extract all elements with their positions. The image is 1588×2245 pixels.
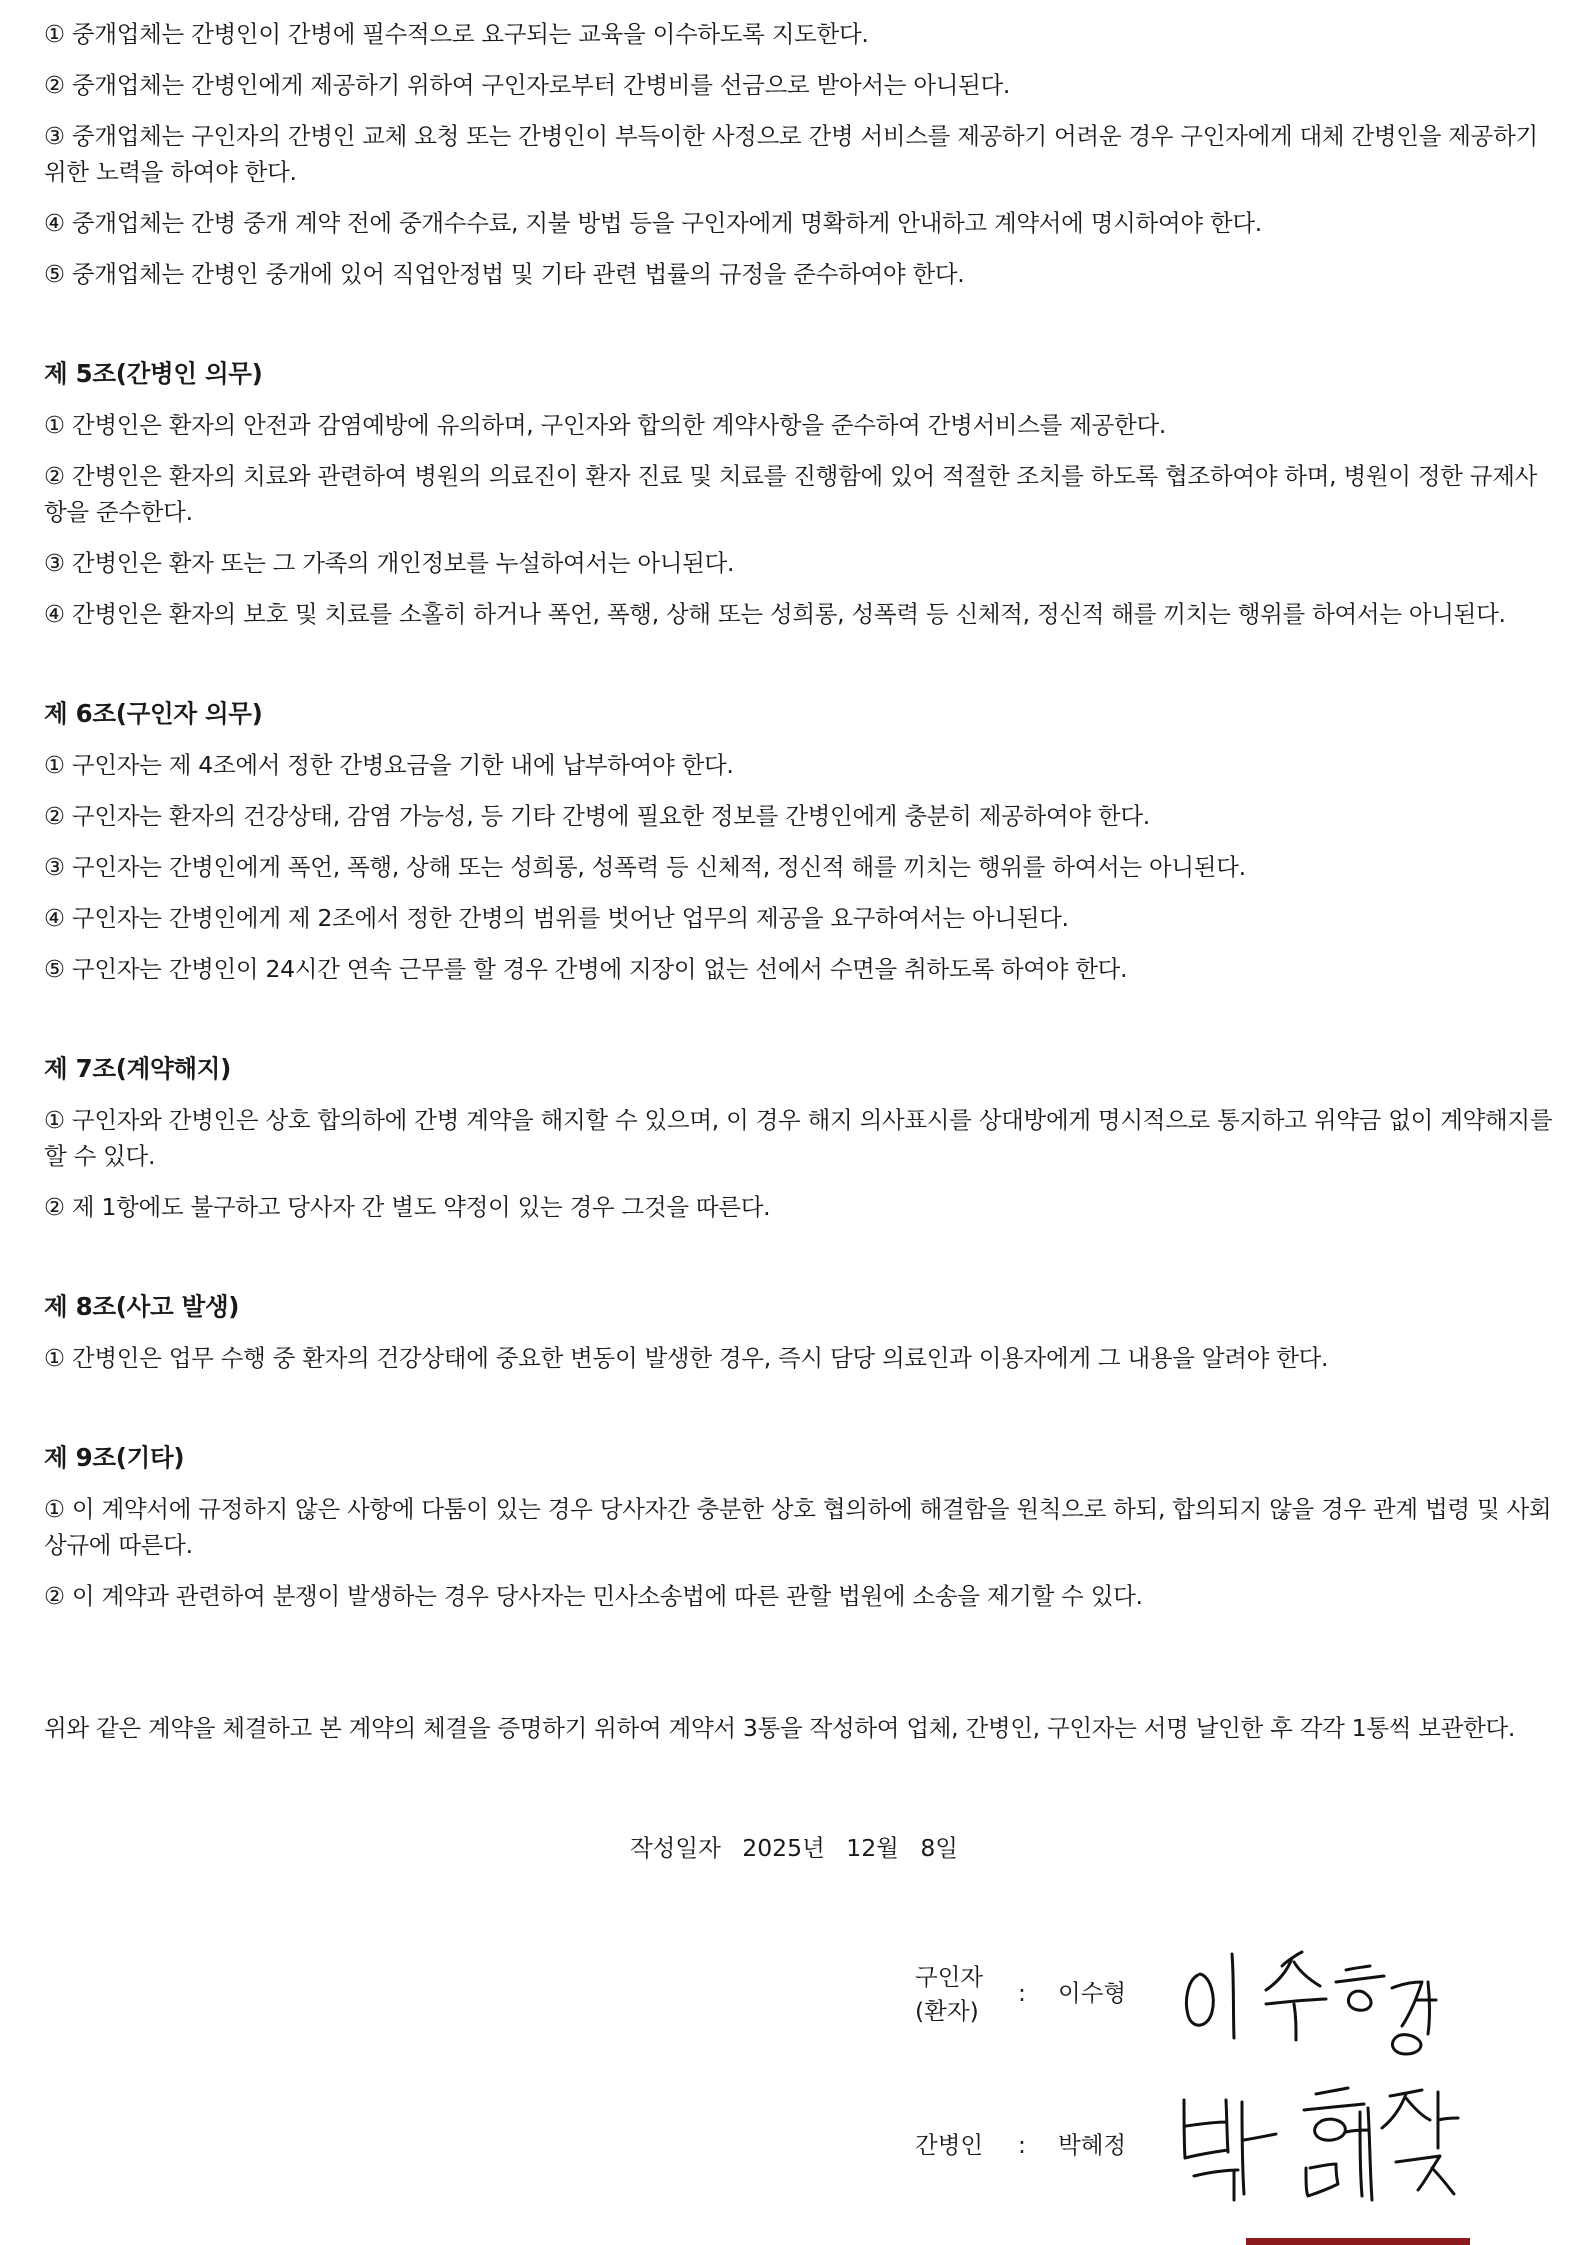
clause: ① 구인자는 제 4조에서 정한 간병요금을 기한 내에 납부하여야 한다.: [44, 751, 734, 779]
article-title: 제 6조(구인자 의무): [44, 699, 263, 728]
date-label: 작성일자: [629, 1834, 721, 1862]
article-title: 제 8조(사고 발생): [44, 1292, 240, 1321]
article-title: 제 5조(간병인 의무): [44, 359, 263, 388]
client-signature-row: [915, 1960, 1555, 2070]
closing-statement: 위와 같은 계약을 체결하고 본 계약의 체결을 증명하기 위하여 계약서 3통을 작성하여 업체, 간병인, 구인자는 서명 날인한 후 각각 1통씩 보관한다.: [44, 1714, 1516, 1742]
caregiver-role-label: 간병인: [915, 2131, 984, 2159]
clause: ① 이 계약서에 규정하지 않은 사항에 다툼이 있는 경우 당사자간 충분한 상호 협의하에 해결함을 원칙으로 하되, 합의되지 않을 경우 관계 법령 및 사회상규에 따른다.: [44, 1495, 1552, 1559]
clause: ⑤ 구인자는 간병인이 24시간 연속 근무를 할 경우 간병에 지장이 없는 선에서 수면을 취하도록 하여야 한다.: [44, 955, 1128, 983]
decorative-red-bar: [1246, 2238, 1470, 2245]
article-4-continuation: [44, 16, 1554, 292]
colon-separator: :: [1018, 2131, 1026, 2159]
date-month: 12월: [846, 1834, 899, 1862]
clause: ① 간병인은 환자의 안전과 감염예방에 유의하며, 구인자와 합의한 계약사항을 준수하여 간병서비스를 제공한다.: [44, 411, 1167, 439]
clause: ② 간병인은 환자의 치료와 관련하여 병원의 의료진이 환자 진료 및 치료를 진행함에 있어 적절한 조치를 하도록 협조하여야 하며, 병원이 정한 규제사항을 준수한다.: [44, 462, 1537, 526]
date-year: 2025년: [742, 1834, 825, 1862]
clause: ① 간병인은 업무 수행 중 환자의 건강상태에 중요한 변동이 발생한 경우, 즉시 담당 의료인과 이용자에게 그 내용을 알려야 한다.: [44, 1344, 1329, 1372]
clause: ① 구인자와 간병인은 상호 합의하에 간병 계약을 해지할 수 있으며, 이 경우 해지 의사표시를 상대방에게 명시적으로 통지하고 위약금 없이 계약해지를 할 수 있다.: [44, 1106, 1553, 1170]
clause: ④ 구인자는 간병인에게 제 2조에서 정한 간병의 범위를 벗어난 업무의 제공을 요구하여서는 아니된다.: [44, 904, 1069, 932]
client-role-label: 구인자 (환자): [915, 1963, 984, 2025]
client-handwritten-signature: [1170, 1930, 1470, 2070]
date-day: 8일: [920, 1834, 959, 1862]
date-line: [0, 1830, 1588, 1866]
clause: ② 이 계약과 관련하여 분쟁이 발생하는 경우 당사자는 민사소송법에 따른 관할 법원에 소송을 제기할 수 있다.: [44, 1582, 1143, 1610]
caregiver-handwritten-signature: [1170, 2072, 1490, 2212]
article-6: [44, 696, 1554, 987]
clause: ④ 간병인은 환자의 보호 및 치료를 소홀히 하거나 폭언, 폭행, 상해 또는 성희롱, 성폭력 등 신체적, 정신적 해를 끼치는 행위를 하여서는 아니된다.: [44, 600, 1506, 628]
clause: ⑤ 중개업체는 간병인 중개에 있어 직업안정법 및 기타 관련 법률의 규정을 준수하여야 한다.: [44, 260, 965, 288]
caregiver-signature-row: [915, 2112, 1555, 2222]
article-5: [44, 356, 1554, 632]
caregiver-name: 박혜정: [1058, 2131, 1127, 2159]
contract-document: [44, 16, 1554, 1746]
clause: ③ 중개업체는 구인자의 간병인 교체 요청 또는 간병인이 부득이한 사정으로 간병 서비스를 제공하기 어려운 경우 구인자에게 대체 간병인을 제공하기 위한 노력을 하여야 한다.: [44, 122, 1538, 186]
article-8: [44, 1289, 1554, 1376]
clause: ③ 구인자는 간병인에게 폭언, 폭행, 상해 또는 성희롱, 성폭력 등 신체적, 정신적 해를 끼치는 행위를 하여서는 아니된다.: [44, 853, 1246, 881]
clause: ② 구인자는 환자의 건강상태, 감염 가능성, 등 기타 간병에 필요한 정보를 간병인에게 충분히 제공하여야 한다.: [44, 802, 1150, 830]
clause: ① 중개업체는 간병인이 간병에 필수적으로 요구되는 교육을 이수하도록 지도한다.: [44, 20, 869, 48]
clause: ② 중개업체는 간병인에게 제공하기 위하여 구인자로부터 간병비를 선금으로 받아서는 아니된다.: [44, 71, 1011, 99]
clause: ③ 간병인은 환자 또는 그 가족의 개인정보를 누설하여서는 아니된다.: [44, 549, 735, 577]
article-7: [44, 1051, 1554, 1225]
colon-separator: :: [1018, 1979, 1026, 2007]
clause: ④ 중개업체는 간병 중개 계약 전에 중개수수료, 지불 방법 등을 구인자에게 명확하게 안내하고 계약서에 명시하여야 한다.: [44, 209, 1262, 237]
article-title: 제 7조(계약해지): [44, 1054, 231, 1083]
article-9: [44, 1440, 1554, 1614]
article-title: 제 9조(기타): [44, 1443, 185, 1472]
client-name: 이수형: [1058, 1979, 1127, 2007]
clause: ② 제 1항에도 불구하고 당사자 간 별도 약정이 있는 경우 그것을 따른다.: [44, 1193, 771, 1221]
